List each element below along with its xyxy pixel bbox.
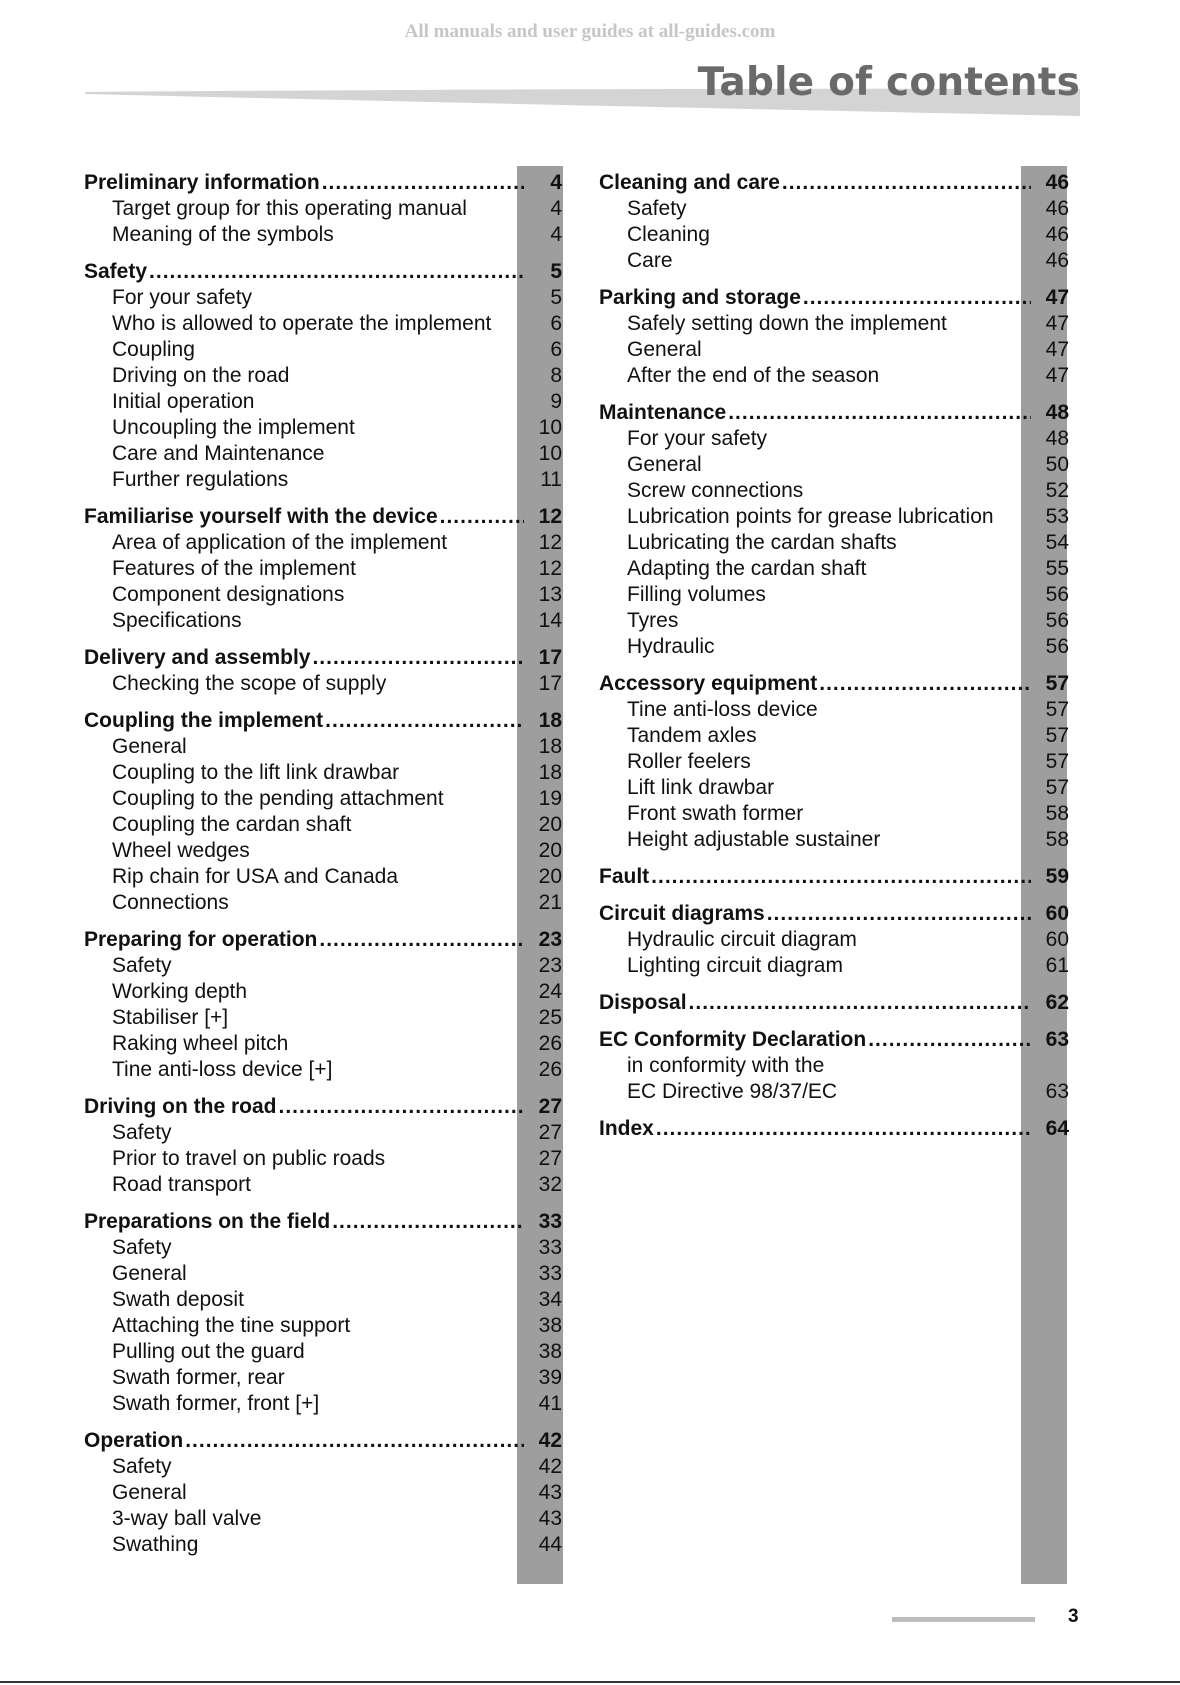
subsection-title: Cleaning (627, 223, 710, 246)
toc-chapter-entry[interactable] (599, 671, 1069, 697)
subsection-title: Component designations (112, 583, 345, 606)
subsection-title: Tandem axles (627, 724, 757, 747)
toc-subsection-entry[interactable] (599, 478, 1069, 504)
toc-subsection-entry[interactable] (84, 285, 562, 311)
subsection-title: General (627, 338, 702, 361)
subsection-title: Swath deposit (112, 1288, 244, 1311)
subsection-title: Care and Maintenance (112, 442, 325, 465)
subsection-page-number: 61 (1045, 954, 1069, 977)
chapter-title: Accessory equipment (599, 672, 818, 695)
subsection-title: Swath former, front [+] (112, 1392, 320, 1415)
toc-subsection-entry[interactable] (84, 556, 562, 582)
toc-subsection-entry[interactable] (599, 196, 1069, 222)
subsection-page-number: 27 (538, 1121, 562, 1144)
toc-subsection-entry[interactable] (599, 927, 1069, 953)
subsection-title: Lift link drawbar (627, 776, 775, 799)
chapter-title: Safety (84, 260, 148, 283)
subsection-title: Features of the implement (112, 557, 356, 580)
subsection-page-number: 47 (1045, 312, 1069, 335)
subsection-title: Filling volumes (627, 583, 766, 606)
chapter-page-number: 57 (1045, 672, 1069, 695)
toc-subsection-entry[interactable] (599, 504, 1069, 530)
chapter-title: EC Conformity Declaration (599, 1028, 867, 1051)
toc-chapter-entry[interactable] (84, 927, 562, 953)
dot-leader (803, 285, 1031, 311)
toc-subsection-entry[interactable] (84, 1365, 562, 1391)
subsection-page-number: 12 (538, 531, 562, 554)
toc-subsection-entry[interactable] (599, 311, 1069, 337)
toc-section (84, 708, 562, 916)
subsection-page-number: 19 (538, 787, 562, 810)
chapter-title: Operation (84, 1429, 184, 1452)
chapter-page-number: 42 (538, 1429, 562, 1452)
chapter-title: Preparing for operation (84, 928, 318, 951)
subsection-page-number: 18 (538, 735, 562, 758)
watermark-text: All manuals and user guides at all-guides.com (404, 21, 776, 42)
subsection-page-number: 21 (538, 891, 562, 914)
toc-subsection-entry[interactable] (84, 1120, 562, 1146)
toc-subsection-entry[interactable] (599, 452, 1069, 478)
chapter-title: Preliminary information (84, 171, 320, 194)
subsection-title: Driving on the road (112, 364, 290, 387)
subsection-title: Hydraulic (627, 635, 715, 658)
chapter-page-number: 59 (1045, 865, 1069, 888)
subsection-page-number: 18 (538, 761, 562, 784)
toc-section (599, 400, 1069, 660)
toc-subsection-entry[interactable] (599, 801, 1069, 827)
toc-subsection-entry[interactable] (599, 1079, 1069, 1105)
toc-subsection-entry[interactable] (599, 634, 1069, 660)
subsection-page-number: 14 (538, 609, 562, 632)
toc-subsection-entry[interactable] (84, 1506, 562, 1532)
subsection-page-number: 58 (1045, 802, 1069, 825)
toc-subsection-entry[interactable] (599, 426, 1069, 452)
dot-leader (279, 1094, 524, 1120)
chapter-page-number: 62 (1045, 991, 1069, 1014)
subsection-title: Coupling the cardan shaft (112, 813, 352, 836)
subsection-page-number: 24 (538, 980, 562, 1003)
toc-subsection-entry[interactable] (84, 582, 562, 608)
toc-chapter-entry[interactable] (599, 990, 1069, 1016)
subsection-page-number: 55 (1045, 557, 1069, 580)
toc-subsection-entry[interactable] (84, 1313, 562, 1339)
subsection-page-number: 47 (1045, 364, 1069, 387)
toc-subsection-entry[interactable] (84, 671, 562, 697)
subsection-title: General (112, 735, 187, 758)
toc-subsection-entry[interactable] (84, 311, 562, 337)
subsection-title: Swath former, rear (112, 1366, 285, 1389)
page-number-rule (892, 1617, 1035, 1622)
toc-subsection-entry[interactable] (84, 1391, 562, 1417)
toc-subsection-entry[interactable] (84, 1235, 562, 1261)
dot-leader (767, 901, 1031, 927)
subsection-title: General (627, 453, 702, 476)
toc-subsection-entry[interactable] (84, 1339, 562, 1365)
subsection-title: Area of application of the implement (112, 531, 448, 554)
subsection-page-number: 42 (538, 1455, 562, 1478)
subsection-page-number: 4 (550, 223, 562, 246)
toc-subsection-entry[interactable] (84, 363, 562, 389)
dot-leader (322, 170, 524, 196)
toc-section (84, 504, 562, 634)
subsection-title: Coupling (112, 338, 195, 361)
subsection-title: Raking wheel pitch (112, 1032, 289, 1055)
subsection-title: Tine anti-loss device [+] (112, 1058, 333, 1081)
subsection-page-number: 43 (538, 1481, 562, 1504)
toc-chapter-entry[interactable] (599, 170, 1069, 196)
subsection-page-number: 11 (540, 468, 562, 491)
toc-subsection-entry[interactable] (84, 734, 562, 760)
toc-section (599, 864, 1069, 890)
subsection-title: Specifications (112, 609, 242, 632)
dot-leader (782, 170, 1031, 196)
chapter-page-number: 12 (538, 505, 562, 528)
subsection-title: Uncoupling the implement (112, 416, 355, 439)
toc-subsection-entry[interactable] (599, 530, 1069, 556)
subsection-page-number: 32 (538, 1173, 562, 1196)
subsection-title: 3-way ball valve (112, 1507, 262, 1530)
subsection-page-number: 6 (550, 312, 562, 335)
toc-subsection-entry[interactable] (599, 775, 1069, 801)
subsection-page-number: 54 (1045, 531, 1069, 554)
subsection-title: General (112, 1262, 187, 1285)
page-title: Table of contents (697, 60, 1080, 105)
toc-section (599, 990, 1069, 1016)
subsection-title: Meaning of the symbols (112, 223, 334, 246)
toc-subsection-entry[interactable] (84, 441, 562, 467)
toc-subsection-entry[interactable] (84, 530, 562, 556)
subsection-page-number: 20 (538, 839, 562, 862)
toc-subsection-entry[interactable] (84, 1480, 562, 1506)
toc-section (599, 285, 1069, 389)
dot-leader (332, 1209, 524, 1235)
subsection-page-number: 52 (1045, 479, 1069, 502)
subsection-page-number: 10 (538, 416, 562, 439)
subsection-title: Tyres (627, 609, 679, 632)
subsection-title: Safety (112, 1455, 172, 1478)
toc-section (84, 259, 562, 493)
toc-subsection-entry[interactable] (84, 1261, 562, 1287)
toc-subsection-entry[interactable] (84, 467, 562, 493)
subsection-page-number: 12 (538, 557, 562, 580)
chapter-title: Delivery and assembly (84, 646, 311, 669)
subsection-page-number: 25 (538, 1006, 562, 1029)
subsection-title: Rip chain for USA and Canada (112, 865, 399, 888)
chapter-page-number: 18 (538, 709, 562, 732)
subsection-title: Roller feelers (627, 750, 751, 773)
subsection-title: Safety (627, 197, 687, 220)
subsection-title: Hydraulic circuit diagram (627, 928, 857, 951)
subsection-title: Pulling out the guard (112, 1340, 305, 1363)
toc-chapter-entry[interactable] (84, 170, 562, 196)
toc-subsection-entry[interactable] (84, 1005, 562, 1031)
subsection-title: General (112, 1481, 187, 1504)
toc-subsection-entry[interactable] (599, 749, 1069, 775)
toc-chapter-entry[interactable] (84, 1428, 562, 1454)
subsection-title: Swathing (112, 1533, 199, 1556)
page-number: 3 (1068, 1606, 1079, 1627)
toc-chapter-entry[interactable] (599, 400, 1069, 426)
toc-chapter-entry[interactable] (599, 901, 1069, 927)
subsection-page-number: 63 (1045, 1080, 1069, 1103)
toc-subsection-entry[interactable] (84, 890, 562, 916)
toc-chapter-entry[interactable] (84, 259, 562, 285)
toc-chapter-entry[interactable] (599, 1027, 1069, 1053)
toc-chapter-entry[interactable] (599, 1116, 1069, 1142)
toc-chapter-entry[interactable] (84, 504, 562, 530)
subsection-page-number: 10 (538, 442, 562, 465)
dot-leader (319, 927, 524, 953)
chapter-title: Disposal (599, 991, 687, 1014)
subsection-page-number: 34 (538, 1288, 562, 1311)
dot-leader (312, 645, 524, 671)
chapter-page-number: 46 (1045, 171, 1069, 194)
subsection-title: Height adjustable sustainer (627, 828, 881, 851)
chapter-title: Circuit diagrams (599, 902, 765, 925)
toc-section (84, 927, 562, 1083)
toc-subsection-entry[interactable] (84, 1532, 562, 1558)
dot-leader (440, 504, 524, 530)
subsection-title: Further regulations (112, 468, 289, 491)
subsection-title: in conformity with the (627, 1054, 825, 1077)
subsection-title: After the end of the season (627, 364, 880, 387)
subsection-title: Checking the scope of supply (112, 672, 387, 695)
toc-subsection-entry[interactable] (599, 953, 1069, 979)
toc-subsection-entry[interactable] (599, 582, 1069, 608)
toc-subsection-entry[interactable] (84, 1031, 562, 1057)
toc-chapter-entry[interactable] (599, 864, 1069, 890)
subsection-title: Working depth (112, 980, 248, 1003)
subsection-page-number: 46 (1045, 249, 1069, 272)
subsection-title: Initial operation (112, 390, 255, 413)
dot-leader (689, 990, 1031, 1016)
chapter-title: Coupling the implement (84, 709, 324, 732)
toc-chapter-entry[interactable] (599, 285, 1069, 311)
toc-subsection-entry[interactable] (599, 337, 1069, 363)
toc-section (599, 901, 1069, 979)
toc-subsection-entry[interactable] (84, 196, 562, 222)
toc-subsection-entry[interactable] (599, 1053, 1069, 1079)
chapter-title: Fault (599, 865, 650, 888)
toc-subsection-entry[interactable] (599, 723, 1069, 749)
subsection-title: Safety (112, 1236, 172, 1259)
subsection-title: Target group for this operating manual (112, 197, 467, 220)
dot-leader (728, 400, 1031, 426)
subsection-title: EC Directive 98/37/EC (627, 1080, 838, 1103)
subsection-page-number: 43 (538, 1507, 562, 1530)
chapter-page-number: 33 (538, 1210, 562, 1233)
subsection-page-number: 46 (1045, 197, 1069, 220)
dot-leader (651, 864, 1031, 890)
toc-right-column (599, 170, 1069, 1153)
subsection-title: Connections (112, 891, 229, 914)
subsection-page-number: 46 (1045, 223, 1069, 246)
chapter-page-number: 47 (1045, 286, 1069, 309)
subsection-page-number: 57 (1045, 698, 1069, 721)
dot-leader (325, 708, 524, 734)
toc-subsection-entry[interactable] (599, 827, 1069, 853)
chapter-title: Driving on the road (84, 1095, 277, 1118)
toc-chapter-entry[interactable] (84, 1209, 562, 1235)
subsection-page-number: 20 (538, 865, 562, 888)
toc-subsection-entry[interactable] (84, 608, 562, 634)
subsection-title: Front swath former (627, 802, 804, 825)
subsection-title: Stabiliser [+] (112, 1006, 229, 1029)
toc-subsection-entry[interactable] (84, 1146, 562, 1172)
toc-section (84, 645, 562, 697)
subsection-page-number: 13 (538, 583, 562, 606)
subsection-page-number: 39 (538, 1366, 562, 1389)
toc-subsection-entry[interactable] (599, 608, 1069, 634)
toc-subsection-entry[interactable] (599, 222, 1069, 248)
toc-subsection-entry[interactable] (599, 697, 1069, 723)
subsection-title: Coupling to the lift link drawbar (112, 761, 400, 784)
chapter-title: Index (599, 1117, 654, 1140)
bottom-border (0, 1681, 1180, 1683)
subsection-page-number: 26 (538, 1058, 562, 1081)
toc-section (599, 170, 1069, 274)
subsection-title: Attaching the tine support (112, 1314, 351, 1337)
subsection-title: Safety (112, 954, 172, 977)
chapter-title: Preparations on the field (84, 1210, 331, 1233)
toc-subsection-entry[interactable] (599, 363, 1069, 389)
toc-subsection-entry[interactable] (599, 556, 1069, 582)
chapter-page-number: 63 (1045, 1028, 1069, 1051)
toc-subsection-entry[interactable] (84, 812, 562, 838)
toc-subsection-entry[interactable] (84, 864, 562, 890)
subsection-title: Adapting the cardan shaft (627, 557, 867, 580)
chapter-title: Parking and storage (599, 286, 801, 309)
subsection-page-number: 56 (1045, 609, 1069, 632)
chapter-page-number: 64 (1045, 1117, 1069, 1140)
chapter-page-number: 17 (538, 646, 562, 669)
subsection-page-number: 58 (1045, 828, 1069, 851)
subsection-page-number: 33 (538, 1262, 562, 1285)
subsection-page-number: 27 (538, 1147, 562, 1170)
subsection-page-number: 57 (1045, 724, 1069, 747)
subsection-page-number: 60 (1045, 928, 1069, 951)
subsection-page-number: 20 (538, 813, 562, 836)
subsection-page-number: 23 (538, 954, 562, 977)
subsection-title: Wheel wedges (112, 839, 250, 862)
toc-subsection-entry[interactable] (84, 222, 562, 248)
toc-subsection-entry[interactable] (599, 248, 1069, 274)
subsection-page-number: 41 (538, 1392, 562, 1415)
chapter-title: Maintenance (599, 401, 727, 424)
toc-subsection-entry[interactable] (84, 786, 562, 812)
subsection-page-number: 38 (538, 1340, 562, 1363)
toc-chapter-entry[interactable] (84, 708, 562, 734)
subsection-page-number: 44 (538, 1533, 562, 1556)
subsection-title: Screw connections (627, 479, 804, 502)
subsection-page-number: 5 (550, 286, 562, 309)
subsection-page-number: 53 (1045, 505, 1069, 528)
toc-subsection-entry[interactable] (84, 953, 562, 979)
subsection-title: For your safety (112, 286, 253, 309)
dot-leader (185, 1428, 524, 1454)
subsection-page-number: 17 (538, 672, 562, 695)
chapter-page-number: 60 (1045, 902, 1069, 925)
toc-subsection-entry[interactable] (84, 415, 562, 441)
dot-leader (819, 671, 1031, 697)
toc-subsection-entry[interactable] (84, 838, 562, 864)
toc-section (599, 1116, 1069, 1142)
subsection-title: Care (627, 249, 673, 272)
toc-section (599, 671, 1069, 853)
toc-subsection-entry[interactable] (84, 1057, 562, 1083)
subsection-page-number: 4 (550, 197, 562, 220)
dot-leader (656, 1116, 1031, 1142)
toc-left-column (84, 170, 562, 1569)
toc-section (599, 1027, 1069, 1105)
subsection-title: Road transport (112, 1173, 251, 1196)
chapter-title: Cleaning and care (599, 171, 780, 194)
subsection-title: Prior to travel on public roads (112, 1147, 386, 1170)
toc-subsection-entry[interactable] (84, 1287, 562, 1313)
subsection-title: Safely setting down the implement (627, 312, 947, 335)
toc-section (84, 1209, 562, 1417)
toc-subsection-entry[interactable] (84, 1172, 562, 1198)
toc-subsection-entry[interactable] (84, 337, 562, 363)
subsection-title: Lubrication points for grease lubrication (627, 505, 994, 528)
subsection-page-number: 6 (550, 338, 562, 361)
subsection-title: Lubricating the cardan shafts (627, 531, 897, 554)
subsection-page-number: 48 (1045, 427, 1069, 450)
toc-chapter-entry[interactable] (84, 645, 562, 671)
dot-leader (868, 1027, 1031, 1053)
chapter-page-number: 27 (538, 1095, 562, 1118)
toc-section (84, 1094, 562, 1198)
subsection-title: Safety (112, 1121, 172, 1144)
subsection-page-number: 57 (1045, 750, 1069, 773)
subsection-page-number: 8 (550, 364, 562, 387)
chapter-page-number: 4 (550, 171, 562, 194)
toc-section (84, 1428, 562, 1558)
subsection-page-number: 38 (538, 1314, 562, 1337)
subsection-page-number: 56 (1045, 583, 1069, 606)
subsection-page-number: 50 (1045, 453, 1069, 476)
subsection-page-number: 47 (1045, 338, 1069, 361)
subsection-title: Lighting circuit diagram (627, 954, 843, 977)
toc-subsection-entry[interactable] (84, 389, 562, 415)
toc-subsection-entry[interactable] (84, 760, 562, 786)
subsection-page-number: 56 (1045, 635, 1069, 658)
subsection-title: Who is allowed to operate the implement (112, 312, 492, 335)
subsection-title: Coupling to the pending attachment (112, 787, 444, 810)
chapter-page-number: 5 (550, 260, 562, 283)
subsection-title: For your safety (627, 427, 768, 450)
toc-chapter-entry[interactable] (84, 1094, 562, 1120)
chapter-page-number: 48 (1045, 401, 1069, 424)
subsection-page-number: 57 (1045, 776, 1069, 799)
toc-subsection-entry[interactable] (84, 979, 562, 1005)
chapter-page-number: 23 (538, 928, 562, 951)
subsection-page-number: 26 (538, 1032, 562, 1055)
toc-section (84, 170, 562, 248)
subsection-page-number: 33 (538, 1236, 562, 1259)
subsection-page-number: 9 (550, 390, 562, 413)
subsection-title: Tine anti-loss device (627, 698, 818, 721)
chapter-title: Familiarise yourself with the device (84, 505, 438, 528)
toc-subsection-entry[interactable] (84, 1454, 562, 1480)
dot-leader (149, 259, 524, 285)
